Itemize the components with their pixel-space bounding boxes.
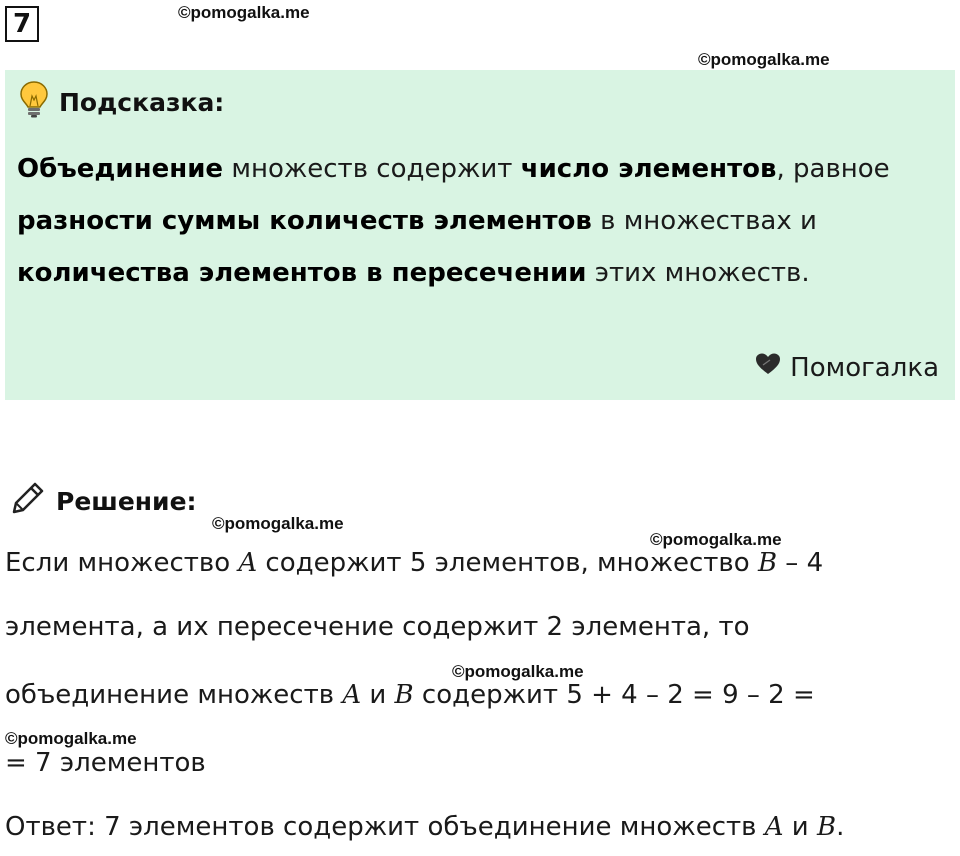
solution-title: Решение: [56,486,197,516]
signature-label: Помогалка [790,352,939,383]
hint-panel [5,70,955,400]
solution-heading [8,478,197,524]
watermark: ©pomogalka.me [5,729,137,748]
pencil-icon [8,478,48,524]
lightbulb-icon [19,80,49,124]
watermark: ©pomogalka.me [178,3,310,22]
hint-heading [19,82,224,122]
signature [754,352,939,383]
solution-line-3: объединение множеств A и B содержит 5 + 4 – 2 = 9 – 2 = [5,680,815,710]
watermark: ©pomogalka.me [212,514,344,533]
heart-icon [754,352,782,383]
watermark: ©pomogalka.me [698,50,830,69]
solution-line-4: = 7 элементов [5,748,206,778]
answer-line: Ответ: 7 элементов содержит объединение множеств A и B. [5,812,845,842]
hint-text: Объединение множеств содержит число элементов, равное разности суммы количеств элементов в множествах и количества элементов в пересечении этих множеств. [17,154,890,288]
solution-line-1: Если множество A содержит 5 элементов, множество B – 4 [5,548,824,578]
hint-title: Подсказка: [59,87,225,117]
watermark: ©pomogalka.me [452,662,584,681]
solution-line-2: элемента, а их пересечение содержит 2 элемента, то [5,612,750,642]
watermark: ©pomogalka.me [650,530,782,549]
task-number: 7 [5,6,39,42]
